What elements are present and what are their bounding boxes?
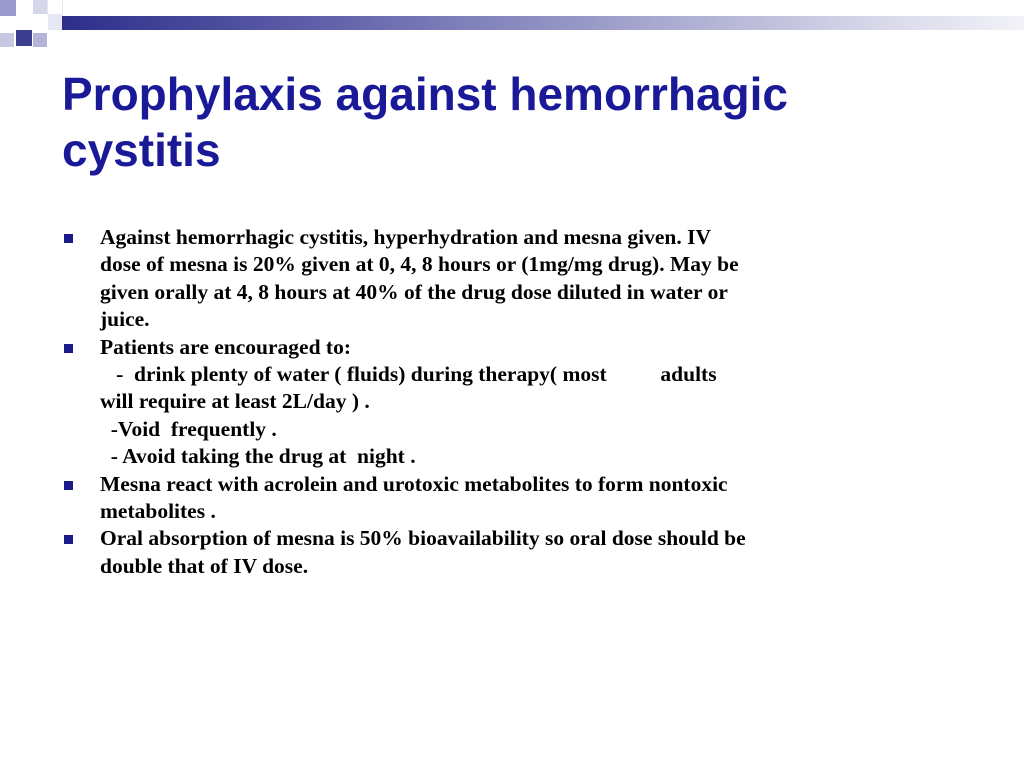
bullet-text-line: Patients are encouraged to: (100, 334, 351, 359)
bullet-item-patient-advice (60, 334, 970, 471)
square-bullet-icon (64, 344, 73, 353)
bullet-text-line: - drink plenty of water ( fluids) during therapy( most adults (100, 362, 717, 387)
bullet-text-line: Against hemorrhagic cystitis, hyperhydration and mesna given. IV (100, 225, 711, 249)
bullet-text-line: juice. (100, 307, 150, 332)
bullet-item-mesna-acrolein (60, 471, 970, 526)
decor-square (48, 0, 62, 14)
decor-square (33, 0, 47, 14)
square-bullet-icon (64, 481, 73, 490)
bullet-text-line: Oral absorption of mesna is 50% bioavailability so oral dose should be (100, 526, 746, 551)
header-gradient-bar (62, 16, 1024, 30)
title-line: Prophylaxis against hemorrhagic (62, 68, 789, 120)
decor-square (48, 14, 63, 30)
bullet-text-line: Mesna react with acrolein and urotoxic metabolites to form nontoxic (100, 471, 728, 496)
bullet-text-line: -Void frequently . (100, 416, 277, 441)
bullet-text-line: will require at least 2L/day ) . (100, 389, 370, 414)
square-bullet-icon (64, 234, 73, 243)
slide-title (62, 66, 992, 178)
bullet-text-line: metabolites . (100, 499, 216, 524)
bullet-text-line: double that of IV dose. (100, 553, 309, 578)
bullet-text-line: dose of mesna is 20% given at 0, 4, 8 hours or (1mg/mg drug). May be (100, 252, 739, 277)
bullet-text-line: - Avoid taking the drug at night . (100, 444, 416, 469)
decor-square (16, 30, 32, 46)
bullet-list (60, 224, 970, 580)
decor-square (0, 33, 14, 47)
bullet-item-oral-absorption (60, 525, 970, 580)
decor-square (33, 33, 47, 47)
square-bullet-icon (64, 535, 73, 544)
title-line: cystitis (62, 124, 221, 176)
bullet-text-line: given orally at 4, 8 hours at 40% of the drug dose diluted in water or (100, 279, 728, 304)
decor-square (0, 0, 16, 16)
bullet-item-mesna-hyperhydration (60, 224, 970, 334)
